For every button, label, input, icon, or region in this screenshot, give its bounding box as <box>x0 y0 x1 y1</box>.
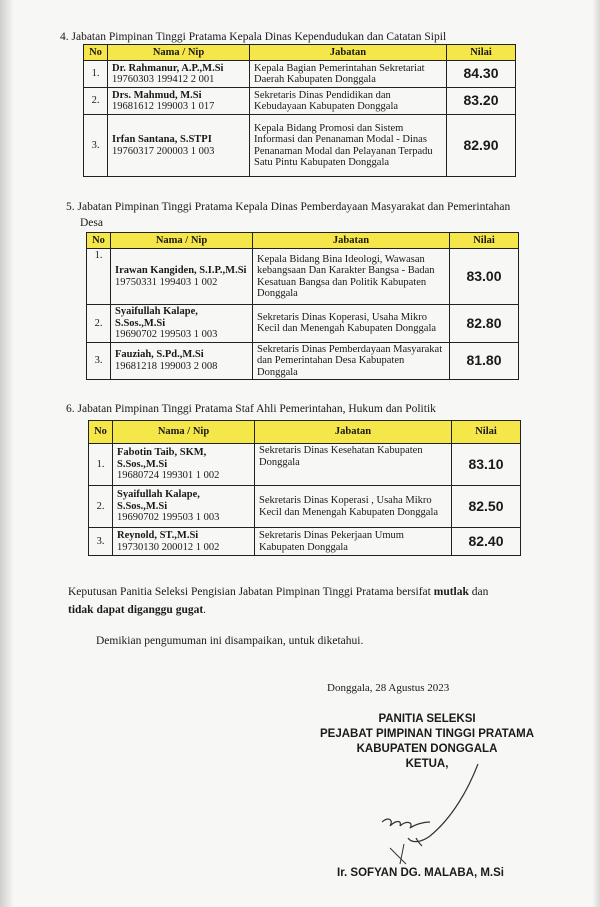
row-nama <box>111 249 253 305</box>
candidate-nip: 19760303 199412 2 001 <box>112 74 215 85</box>
candidate-name: Drs. Mahmud, M.Si <box>112 89 202 101</box>
closing-text-c: dan <box>468 586 489 598</box>
header-nama: Nama / Nip <box>113 421 255 444</box>
row-nilai: 82.40 <box>452 528 521 556</box>
row-jabatan: Kepala Bidang Bina Ideologi, Wawasan kebangsaan Dan Karakter Bangsa - Badan Kesatuan Bangsa dan Politik Kabupaten Donggala <box>253 249 450 305</box>
table-header-row <box>89 421 521 444</box>
table-row <box>84 61 516 88</box>
header-nilai: Nilai <box>452 421 521 444</box>
row-no: 3. <box>87 342 111 380</box>
row-jabatan: Kepala Bagian Pemerintahan Sekretariat Daerah Kabupaten Donggala <box>250 61 447 88</box>
header-nama: Nama / Nip <box>111 233 253 249</box>
candidate-name: Irfan Santana, S.STPI <box>112 134 212 145</box>
section-5-table <box>86 232 519 380</box>
handwritten-signature <box>360 760 500 870</box>
candidate-name: Irawan Kangiden, S.I.P.,M.Si <box>115 265 247 276</box>
signatory-name: Ir. SOFYAN DG. MALABA, M.Si <box>337 867 504 879</box>
row-nilai: 83.20 <box>447 88 516 115</box>
row-nama <box>113 486 255 528</box>
candidate-name: Reynold, ST.,M.Si <box>117 530 199 541</box>
scan-edge-shadow-right <box>592 0 600 907</box>
candidate-nip: 19680724 199301 1 002 <box>117 470 220 482</box>
closing-text-a: Keputusan Panitia Seleksi Pengisian Jabatan Pimpinan Tinggi Pratama bersifat <box>68 586 434 598</box>
row-nama <box>111 342 253 380</box>
row-nilai: 83.10 <box>452 444 521 486</box>
section-5-title: 5. Jabatan Pimpinan Tinggi Pratama Kepala Dinas Pemberdayaan Masyarakat dan Pemerintahan <box>66 201 511 213</box>
table-header-row <box>84 45 516 61</box>
candidate-nip: 19730130 200012 1 002 <box>117 541 220 553</box>
candidate-name: Fabotin Taib, SKM, S.Sos.,M.Si <box>117 447 207 470</box>
row-nama <box>108 115 250 177</box>
row-no: 1. <box>87 249 111 305</box>
row-no: 2. <box>89 486 113 528</box>
sig-line-panitia: PANITIA SELEKSI <box>378 713 476 725</box>
row-nama <box>108 61 250 88</box>
candidate-nip: 19760317 200003 1 003 <box>112 145 215 157</box>
header-no: No <box>84 45 108 61</box>
closing-tidak-dapat: tidak dapat diganggu gugat <box>68 604 204 616</box>
closing-text-e: . <box>203 604 207 616</box>
candidate-name: Syaifullah Kalape, S.Sos.,M.Si <box>115 306 198 329</box>
row-no: 3. <box>89 528 113 556</box>
candidate-nip: 19690702 199503 1 003 <box>115 329 218 340</box>
row-nilai: 81.80 <box>450 342 519 380</box>
sig-line-ketua: KETUA, <box>405 758 449 770</box>
table-row <box>89 444 521 486</box>
row-no: 2. <box>87 305 111 343</box>
table-row <box>87 249 519 305</box>
table-row <box>87 342 519 380</box>
section-6-table <box>88 420 521 556</box>
table-row <box>89 486 521 528</box>
row-nilai: 83.00 <box>450 249 519 305</box>
header-jabatan: Jabatan <box>253 233 450 249</box>
row-nama <box>111 305 253 343</box>
row-no: 3. <box>84 115 108 177</box>
candidate-nip: 19690702 199503 1 003 <box>117 512 220 524</box>
row-jabatan: Sekretaris Dinas Kesehatan Kabupaten Donggala <box>255 444 452 486</box>
row-jabatan: Sekretaris Dinas Pemberdayaan Masyarakat dan Pemerintahan Desa Kabupaten Donggala <box>253 342 450 380</box>
table-row <box>84 88 516 115</box>
scan-edge-shadow <box>0 0 14 907</box>
candidate-name: Dr. Rahmanur, A.P.,M.Si <box>112 62 224 74</box>
row-no: 2. <box>84 88 108 115</box>
table-row <box>89 528 521 556</box>
table-row <box>87 305 519 343</box>
candidate-nip: 19750331 199403 1 002 <box>115 276 218 288</box>
candidate-name: Syaifullah Kalape, S.Sos.,M.Si <box>117 489 200 512</box>
header-no: No <box>87 233 111 249</box>
section-4-table <box>83 44 516 177</box>
table-row <box>84 115 516 177</box>
place-date: Donggala, 28 Agustus 2023 <box>327 682 450 694</box>
section-6-title: 6. Jabatan Pimpinan Tinggi Pratama Staf Ahli Pemerintahan, Hukum dan Politik <box>66 403 436 415</box>
row-nilai: 82.80 <box>450 305 519 343</box>
header-nilai: Nilai <box>450 233 519 249</box>
row-nama <box>108 88 250 115</box>
section-4-title: 4. Jabatan Pimpinan Tinggi Pratama Kepala Dinas Kependudukan dan Catatan Sipil <box>60 31 447 43</box>
row-jabatan: Kepala Bidang Promosi dan Sistem Informasi dan Penanaman Modal - Dinas Penanaman Modal dan Pelayanan Terpadu Satu Pintu Kabupaten Donggala <box>250 115 447 177</box>
row-nama <box>113 444 255 486</box>
candidate-nip: 19681612 199003 1 017 <box>112 101 215 112</box>
row-jabatan: Sekretaris Dinas Koperasi , Usaha Mikro Kecil dan Menengah Kabupaten Donggala <box>255 486 452 528</box>
closing-announcement: Demikian pengumuman ini disampaikan, untuk diketahui. <box>96 635 364 647</box>
row-nilai: 84.30 <box>447 61 516 88</box>
row-nama <box>113 528 255 556</box>
row-no: 1. <box>84 61 108 88</box>
header-jabatan: Jabatan <box>250 45 447 61</box>
closing-mutlak: mutlak <box>433 586 469 598</box>
row-nilai: 82.50 <box>452 486 521 528</box>
sig-line-kabupaten: KABUPATEN DONGGALA <box>356 743 498 755</box>
table-header-row <box>87 233 519 249</box>
candidate-nip: 19681218 199003 2 008 <box>115 360 218 372</box>
row-no: 1. <box>89 444 113 486</box>
header-nama: Nama / Nip <box>108 45 250 61</box>
row-jabatan: Sekretaris Dinas Pendidikan dan Kebudayaan Kabupaten Donggala <box>250 88 447 115</box>
header-nilai: Nilai <box>447 45 516 61</box>
candidate-name: Fauziah, S.Pd.,M.Si <box>115 349 204 361</box>
sig-line-pejabat: PEJABAT PIMPINAN TINGGI PRATAMA <box>319 728 535 740</box>
closing-paragraph <box>68 583 546 619</box>
section-5-title-line2: Desa <box>80 217 103 229</box>
row-jabatan: Sekretaris Dinas Koperasi, Usaha Mikro Kecil dan Menengah Kabupaten Donggala <box>253 305 450 343</box>
row-nilai: 82.90 <box>447 115 516 177</box>
row-jabatan: Sekretaris Dinas Pekerjaan Umum Kabupaten Donggala <box>255 528 452 556</box>
header-no: No <box>89 421 113 444</box>
header-jabatan: Jabatan <box>255 421 452 444</box>
